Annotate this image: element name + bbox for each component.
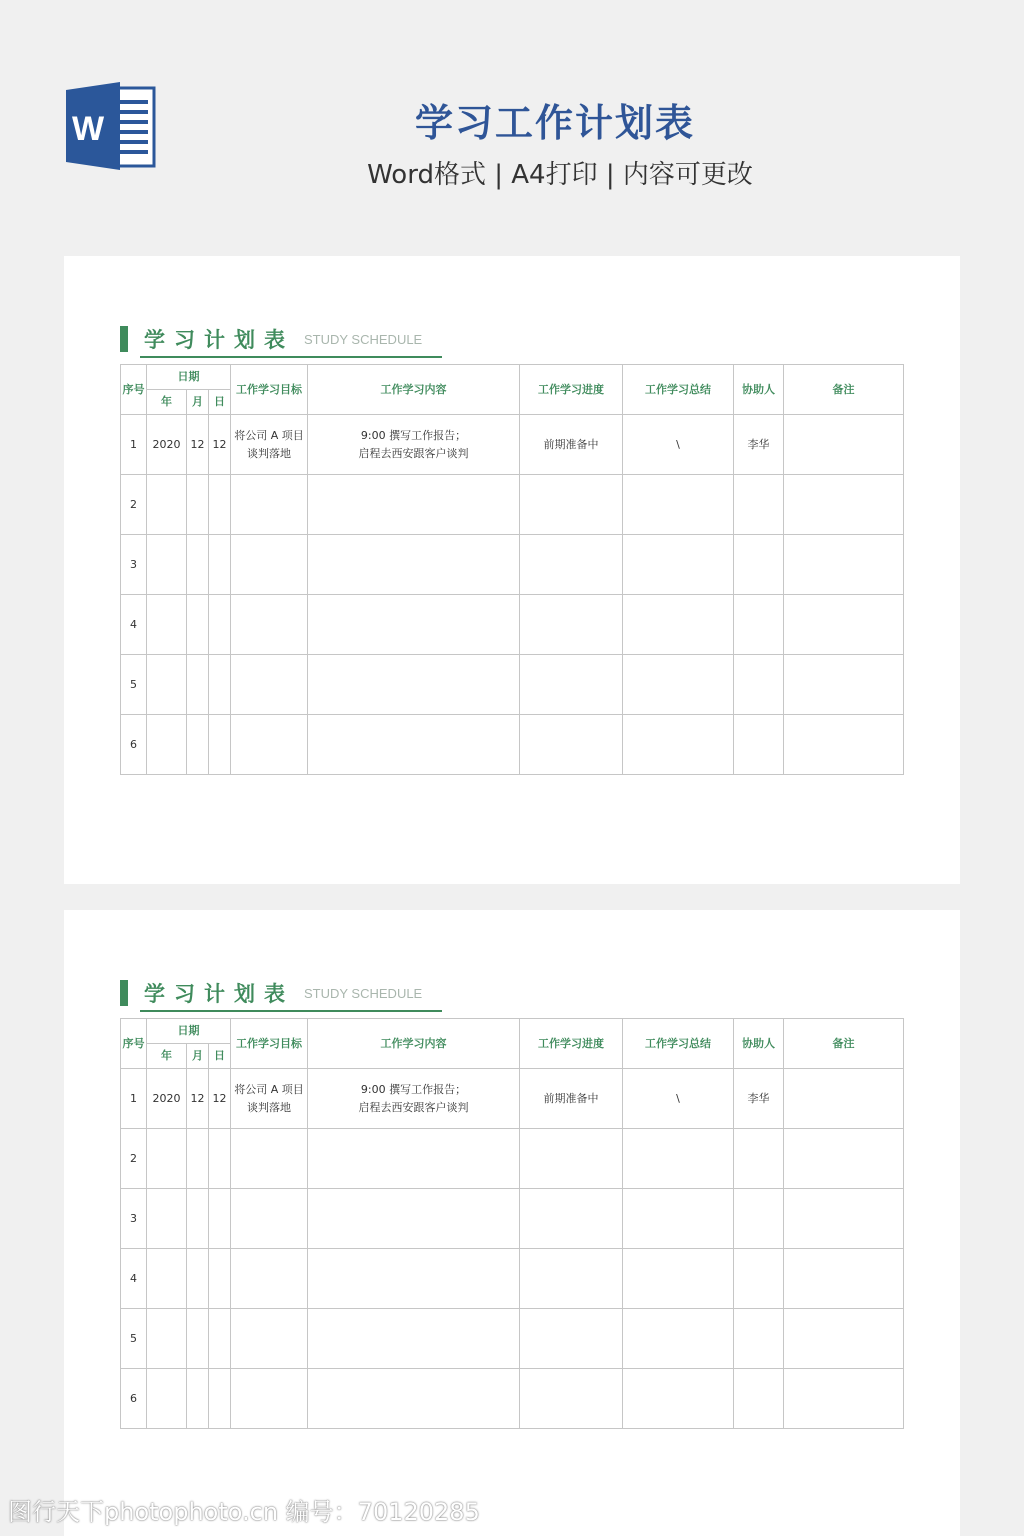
- cell-month: [187, 595, 209, 655]
- cell-day: 12: [209, 1069, 231, 1129]
- header-date: 日期: [147, 365, 231, 390]
- cell-seq: 3: [121, 535, 147, 595]
- header-month: 月: [187, 1044, 209, 1069]
- table-row: [121, 655, 904, 715]
- plan-table: [120, 364, 904, 775]
- table-row: [121, 595, 904, 655]
- cell-day: [209, 1249, 231, 1309]
- header-seq: 序号: [121, 365, 147, 415]
- cell-summary: [623, 535, 734, 595]
- cell-month: 12: [187, 1069, 209, 1129]
- cell-summary: \: [623, 415, 734, 475]
- cell-goal: [231, 655, 308, 715]
- document-sheet: [64, 256, 960, 884]
- cell-summary: [623, 715, 734, 775]
- cell-helper: 李华: [734, 415, 784, 475]
- cell-day: [209, 655, 231, 715]
- cell-day: [209, 475, 231, 535]
- cell-remark: [784, 1129, 904, 1189]
- cell-seq: 5: [121, 655, 147, 715]
- cell-year: [147, 1369, 187, 1429]
- cell-content: [308, 595, 520, 655]
- cell-summary: [623, 655, 734, 715]
- cell-remark: [784, 475, 904, 535]
- cell-year: [147, 535, 187, 595]
- cell-seq: 6: [121, 1369, 147, 1429]
- cell-year: [147, 655, 187, 715]
- header-goal: 工作学习目标: [231, 365, 308, 415]
- cell-progress: [520, 655, 623, 715]
- cell-month: [187, 1129, 209, 1189]
- cell-seq: 4: [121, 1249, 147, 1309]
- section-title: 学习计划表: [144, 982, 294, 1006]
- cell-content: [308, 1309, 520, 1369]
- content-line: 启程去西安跟客户谈判: [358, 446, 469, 460]
- cell-year: [147, 1129, 187, 1189]
- cell-helper: [734, 1129, 784, 1189]
- cell-content: [308, 655, 520, 715]
- cell-content: [308, 1129, 520, 1189]
- header-progress: 工作学习进度: [520, 1019, 623, 1069]
- header-summary: 工作学习总结: [623, 1019, 734, 1069]
- cell-month: [187, 715, 209, 775]
- header-month: 月: [187, 390, 209, 415]
- header-remark: 备注: [784, 365, 904, 415]
- cell-progress: [520, 595, 623, 655]
- header-progress: 工作学习进度: [520, 365, 623, 415]
- header-goal: 工作学习目标: [231, 1019, 308, 1069]
- section-accent-bar: [120, 980, 128, 1006]
- cell-progress: 前期准备中: [520, 1069, 623, 1129]
- cell-progress: [520, 1369, 623, 1429]
- cell-remark: [784, 1309, 904, 1369]
- cell-month: 12: [187, 415, 209, 475]
- section-title: 学习计划表: [144, 328, 294, 352]
- cell-progress: [520, 1189, 623, 1249]
- plan-table: [120, 1018, 904, 1429]
- cell-goal: [231, 1129, 308, 1189]
- cell-summary: [623, 1189, 734, 1249]
- cell-summary: [623, 1309, 734, 1369]
- cell-progress: [520, 535, 623, 595]
- cell-year: 2020: [147, 1069, 187, 1129]
- header-helper: 协助人: [734, 1019, 784, 1069]
- cell-progress: [520, 475, 623, 535]
- table-row: [121, 415, 904, 475]
- cell-remark: [784, 1249, 904, 1309]
- cell-helper: [734, 475, 784, 535]
- cell-month: [187, 1189, 209, 1249]
- header-helper: 协助人: [734, 365, 784, 415]
- cell-helper: [734, 1249, 784, 1309]
- cell-helper: [734, 1369, 784, 1429]
- header-summary: 工作学习总结: [623, 365, 734, 415]
- cell-summary: [623, 475, 734, 535]
- cell-day: [209, 715, 231, 775]
- content-line: 9:00 撰写工作报告；: [360, 428, 467, 442]
- cell-remark: [784, 1189, 904, 1249]
- cell-seq: 2: [121, 1129, 147, 1189]
- section-underline: [140, 356, 442, 358]
- cell-day: [209, 535, 231, 595]
- cell-goal: [231, 535, 308, 595]
- table-row: [121, 475, 904, 535]
- cell-summary: [623, 595, 734, 655]
- cell-content: [308, 1249, 520, 1309]
- cell-goal: 将公司 A 项目谈判落地: [231, 415, 308, 475]
- cell-summary: [623, 1249, 734, 1309]
- cell-goal: [231, 1249, 308, 1309]
- table-row: [121, 715, 904, 775]
- cell-remark: [784, 655, 904, 715]
- cell-month: [187, 475, 209, 535]
- cell-month: [187, 1309, 209, 1369]
- document-sheet: [64, 910, 960, 1536]
- cell-seq: 2: [121, 475, 147, 535]
- table-row: [121, 535, 904, 595]
- cell-summary: \: [623, 1069, 734, 1129]
- cell-goal: [231, 1189, 308, 1249]
- cell-helper: [734, 595, 784, 655]
- cell-month: [187, 535, 209, 595]
- header-content: 工作学习内容: [308, 1019, 520, 1069]
- cell-month: [187, 1369, 209, 1429]
- section-header: [120, 326, 442, 358]
- cell-remark: [784, 715, 904, 775]
- cell-day: [209, 1189, 231, 1249]
- cell-month: [187, 1249, 209, 1309]
- cell-content: [308, 1189, 520, 1249]
- cell-helper: 李华: [734, 1069, 784, 1129]
- table-row: [121, 1369, 904, 1429]
- cell-progress: [520, 715, 623, 775]
- cell-seq: 6: [121, 715, 147, 775]
- section-header: [120, 980, 442, 1012]
- cell-remark: [784, 415, 904, 475]
- cell-goal: [231, 595, 308, 655]
- cell-content: [308, 415, 520, 475]
- content-line: 启程去西安跟客户谈判: [358, 1100, 469, 1114]
- cell-seq: 4: [121, 595, 147, 655]
- cell-year: [147, 1249, 187, 1309]
- cell-summary: [623, 1129, 734, 1189]
- section-accent-bar: [120, 326, 128, 352]
- cell-helper: [734, 1309, 784, 1369]
- cell-remark: [784, 535, 904, 595]
- cell-day: [209, 1369, 231, 1429]
- header-date: 日期: [147, 1019, 231, 1044]
- table-row: [121, 1189, 904, 1249]
- word-logo-letter: W: [71, 110, 105, 148]
- cell-summary: [623, 1369, 734, 1429]
- cell-remark: [784, 595, 904, 655]
- table-row: [121, 1129, 904, 1189]
- page-title: 学习工作计划表: [414, 101, 695, 145]
- cell-day: [209, 595, 231, 655]
- cell-year: [147, 1309, 187, 1369]
- watermark: 图行天下photophoto.cn 编号：70120285: [8, 1498, 480, 1526]
- cell-content: [308, 535, 520, 595]
- cell-content: [308, 475, 520, 535]
- cell-helper: [734, 1189, 784, 1249]
- cell-seq: 5: [121, 1309, 147, 1369]
- cell-helper: [734, 535, 784, 595]
- table-row: [121, 1069, 904, 1129]
- cell-content: [308, 715, 520, 775]
- cell-progress: [520, 1129, 623, 1189]
- cell-helper: [734, 715, 784, 775]
- cell-year: [147, 715, 187, 775]
- cell-day: 12: [209, 415, 231, 475]
- header-day: 日: [209, 390, 231, 415]
- header-remark: 备注: [784, 1019, 904, 1069]
- section-subtitle: STUDY SCHEDULE: [304, 332, 423, 347]
- cell-progress: 前期准备中: [520, 415, 623, 475]
- cell-goal: [231, 1309, 308, 1369]
- cell-content: [308, 1069, 520, 1129]
- cell-helper: [734, 655, 784, 715]
- page-subtitle: Word格式 | A4打印 | 内容可更改: [367, 160, 753, 190]
- cell-seq: 1: [121, 415, 147, 475]
- cell-year: [147, 475, 187, 535]
- section-subtitle: STUDY SCHEDULE: [304, 986, 423, 1001]
- cell-year: 2020: [147, 415, 187, 475]
- cell-goal: [231, 1369, 308, 1429]
- table-row: [121, 1249, 904, 1309]
- header-year: 年: [147, 390, 187, 415]
- cell-seq: 1: [121, 1069, 147, 1129]
- cell-year: [147, 595, 187, 655]
- header-year: 年: [147, 1044, 187, 1069]
- cell-remark: [784, 1369, 904, 1429]
- cell-goal: [231, 715, 308, 775]
- table-row: [121, 1309, 904, 1369]
- cell-year: [147, 1189, 187, 1249]
- cell-goal: 将公司 A 项目谈判落地: [231, 1069, 308, 1129]
- cell-progress: [520, 1249, 623, 1309]
- cell-day: [209, 1129, 231, 1189]
- header-content: 工作学习内容: [308, 365, 520, 415]
- cell-seq: 3: [121, 1189, 147, 1249]
- header-seq: 序号: [121, 1019, 147, 1069]
- header-day: 日: [209, 1044, 231, 1069]
- cell-month: [187, 655, 209, 715]
- cell-content: [308, 1369, 520, 1429]
- content-line: 9:00 撰写工作报告；: [360, 1082, 467, 1096]
- section-underline: [140, 1010, 442, 1012]
- cell-day: [209, 1309, 231, 1369]
- cell-goal: [231, 475, 308, 535]
- cell-remark: [784, 1069, 904, 1129]
- cell-progress: [520, 1309, 623, 1369]
